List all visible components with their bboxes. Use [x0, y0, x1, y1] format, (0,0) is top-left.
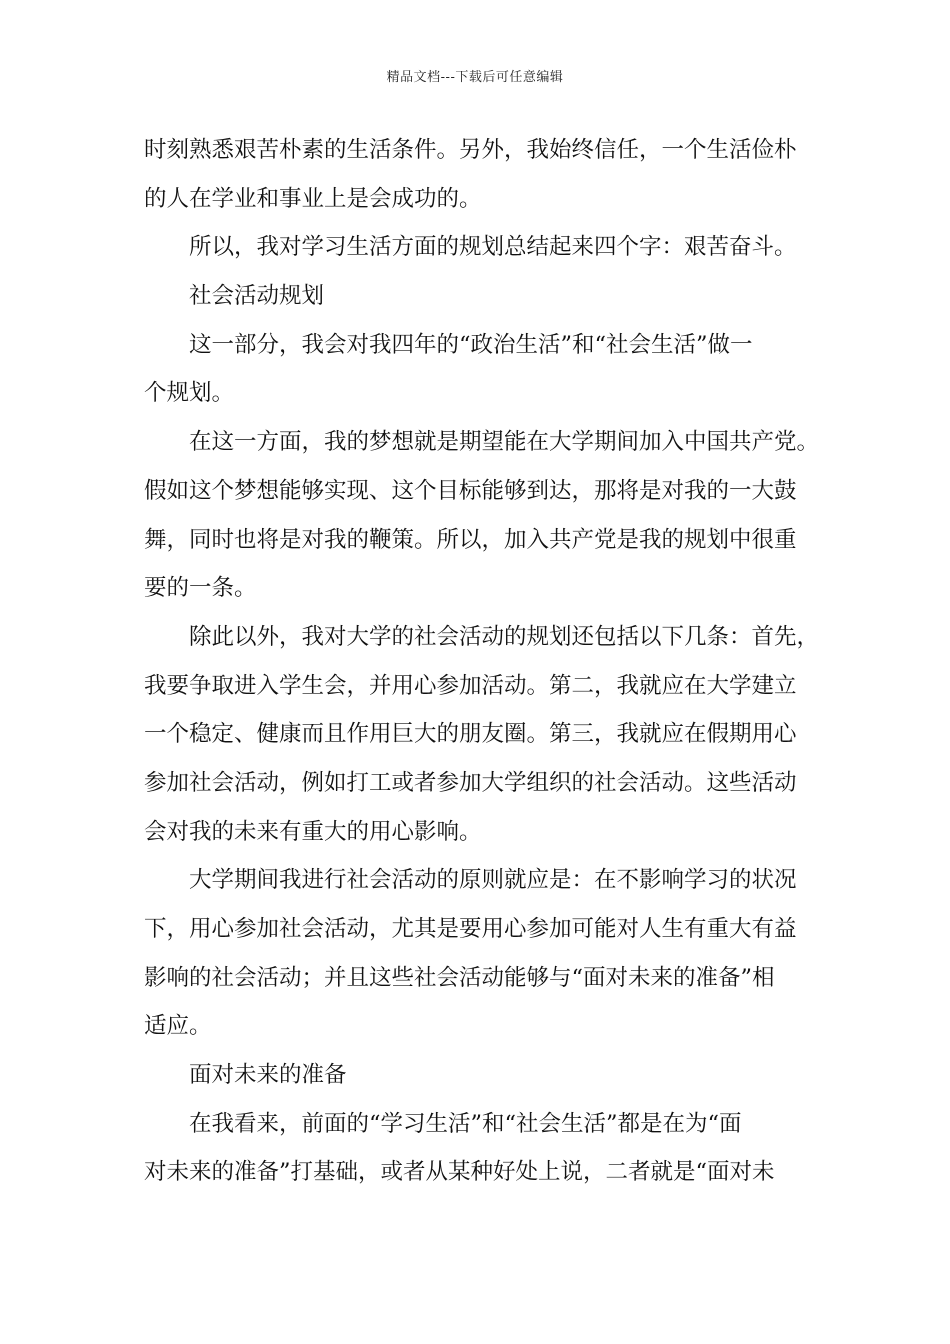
text-line: 时刻熟悉艰苦朴素的生活条件。另外，我始终信任，一个生活俭朴	[144, 137, 797, 163]
text-line: 除此以外，我对大学的社会活动的规划还包括以下几条：首先，	[189, 623, 820, 650]
text-line: 个规划。	[144, 380, 235, 407]
text-line: 所以，我对学习生活方面的规划总结起来四个字：艰苦奋斗。	[189, 234, 797, 261]
text-line: 对未来的准备”打基础，或者从某种好处上说，二者就是“面对未	[144, 1159, 775, 1186]
text-line: 下，用心参加社会活动，尤其是要用心参加可能对人生有重大有益	[144, 916, 797, 942]
text-line: 参加社会活动，例如打工或者参加大学组织的社会活动。这些活动	[144, 769, 797, 796]
text-line: 影响的社会活动；并且这些社会活动能够与“面对未来的准备”相	[144, 964, 775, 991]
text-line: 我要争取进入学生会，并用心参加活动。第二，我就应在大学建立	[144, 672, 797, 699]
text-line: 要的一条。	[144, 575, 257, 602]
text-line: 假如这个梦想能够实现、这个目标能够到达，那将是对我的一大鼓	[144, 477, 797, 504]
text-line: 在我看来，前面的“学习生活”和“社会生活”都是在为“面	[189, 1110, 742, 1137]
section-heading-social-activities: 社会活动规划	[189, 283, 325, 310]
page-header: 精品文档---下载后可任意编辑	[386, 70, 564, 85]
text-line: 在这一方面，我的梦想就是期望能在大学期间加入中国共产党。	[189, 429, 820, 456]
text-line: 适应。	[144, 1013, 212, 1040]
document-body	[144, 126, 828, 1197]
text-line: 的人在学业和事业上是会成功的。	[144, 185, 482, 212]
text-line: 会对我的未来有重大的用心影响。	[144, 818, 482, 845]
text-line: 舞，同时也将是对我的鞭策。所以，加入共产党是我的规划中很重	[144, 526, 797, 553]
section-heading-future-preparation: 面对未来的准备	[189, 1062, 347, 1089]
text-line: 一个稳定、健康而且作用巨大的朋友圈。第三，我就应在假期用心	[144, 721, 797, 748]
text-line: 这一部分，我会对我四年的“政治生活”和“社会生活”做一	[189, 331, 753, 358]
text-line: 大学期间我进行社会活动的原则就应是：在不影响学习的状况	[189, 867, 797, 894]
